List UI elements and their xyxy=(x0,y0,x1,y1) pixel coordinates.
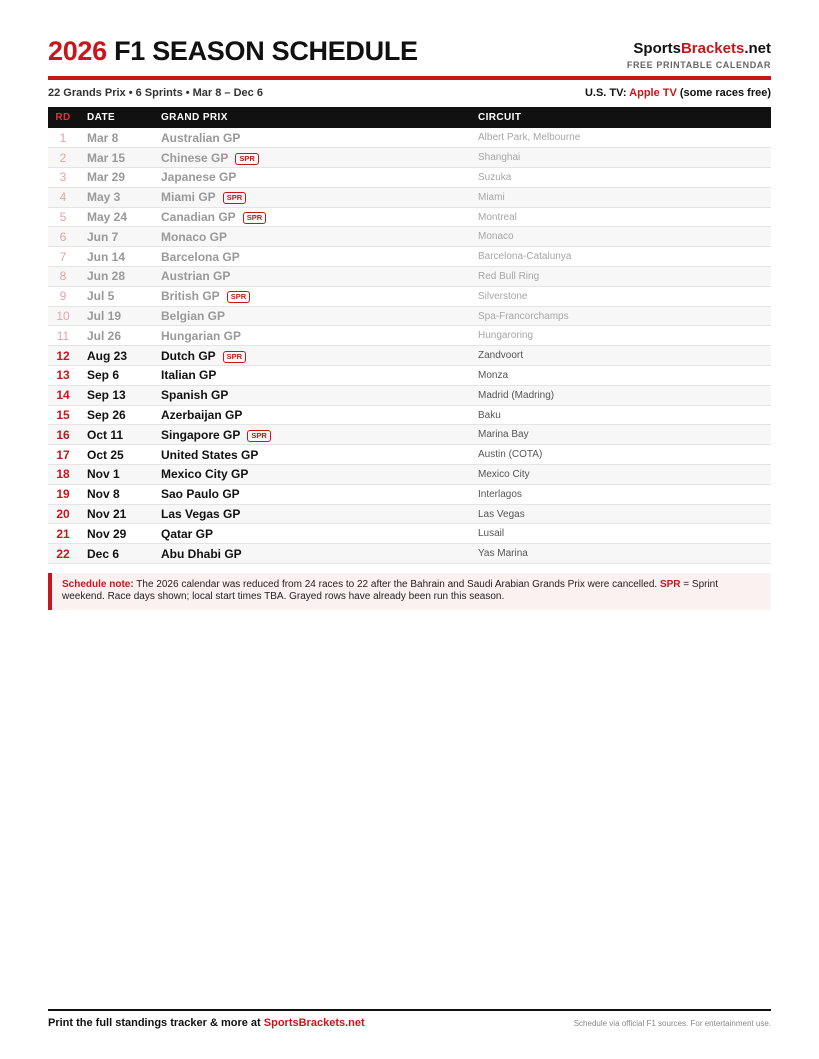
grand-prix-cell xyxy=(161,504,478,524)
column-header-circuit: CIRCUIT xyxy=(478,112,522,123)
race-date: Sep 6 xyxy=(87,368,120,383)
sprint-badge: SPR xyxy=(235,153,258,165)
page-header xyxy=(48,36,771,76)
column-header-date: DATE xyxy=(87,112,116,123)
round-number: 17 xyxy=(56,447,70,462)
table-row xyxy=(48,148,771,168)
round-number: 13 xyxy=(56,368,70,383)
grand-prix-name: Japanese GP xyxy=(161,170,237,185)
grand-prix-cell xyxy=(161,524,478,544)
grand-prix-name: Abu Dhabi GP xyxy=(161,546,242,561)
grand-prix-name: Barcelona GP xyxy=(161,249,240,264)
grand-prix-cell xyxy=(161,385,478,405)
race-date: Jun 7 xyxy=(87,229,119,244)
grand-prix-name: Sao Paulo GP xyxy=(161,487,240,502)
round-number: 11 xyxy=(56,328,70,343)
table-row xyxy=(48,544,771,564)
column-header-grand-prix: GRAND PRIX xyxy=(161,112,228,123)
round-number: 15 xyxy=(56,408,70,423)
grand-prix-name: Monaco GP xyxy=(161,229,228,244)
table-row xyxy=(48,207,771,227)
grand-prix-cell xyxy=(161,544,478,564)
brand-subtitle: FREE PRINTABLE CALENDAR xyxy=(626,60,771,70)
season-summary-bar xyxy=(48,87,771,101)
brand-part-2: Brackets xyxy=(680,40,745,57)
grand-prix-cell xyxy=(161,465,478,485)
season-summary: 22 Grands Prix • 6 Sprints • Mar 8 – Dec 6 xyxy=(48,87,263,99)
grand-prix-cell xyxy=(161,148,478,168)
circuit-name: Montreal xyxy=(478,211,517,223)
tv-note: (some races free) xyxy=(679,87,771,99)
race-date: Mar 8 xyxy=(87,130,119,145)
grand-prix-cell xyxy=(161,187,478,207)
race-date: Sep 13 xyxy=(87,388,126,403)
grand-prix-name: Hungarian GP xyxy=(161,328,242,343)
grand-prix-name: Miami GP xyxy=(161,190,216,205)
race-date: Jun 28 xyxy=(87,269,126,284)
circuit-name: Baku xyxy=(478,409,501,421)
round-number: 14 xyxy=(56,388,70,403)
table-row xyxy=(48,227,771,247)
page-title xyxy=(48,36,418,67)
circuit-name: Interlagos xyxy=(478,488,522,500)
sprint-badge: SPR xyxy=(243,212,266,224)
grand-prix-name: Las Vegas GP xyxy=(161,507,241,522)
brand-logo xyxy=(627,40,771,57)
note-label: Schedule note: xyxy=(62,579,134,590)
circuit-name: Monaco xyxy=(478,231,514,243)
note-spr-label: SPR xyxy=(659,579,681,590)
circuit-name: Lusail xyxy=(478,528,505,540)
grand-prix-cell xyxy=(161,484,478,504)
grand-prix-cell xyxy=(161,286,478,306)
round-number: 20 xyxy=(56,507,70,522)
circuit-name: Las Vegas xyxy=(478,508,525,520)
brand-block xyxy=(627,40,771,70)
circuit-name: Red Bull Ring xyxy=(478,270,540,282)
round-number: 12 xyxy=(56,348,70,363)
schedule-table-header xyxy=(48,107,771,128)
race-date: Nov 1 xyxy=(87,467,120,482)
race-date: Nov 8 xyxy=(87,487,120,502)
tv-label: U.S. TV: xyxy=(584,87,627,99)
race-date: Mar 15 xyxy=(87,150,126,165)
grand-prix-name: Austrian GP xyxy=(161,269,231,284)
table-row xyxy=(48,425,771,445)
tv-info xyxy=(585,87,771,99)
race-date: Sep 26 xyxy=(87,408,126,423)
footer-promo xyxy=(48,1017,365,1029)
race-date: Jul 26 xyxy=(87,328,122,343)
race-date: Aug 23 xyxy=(87,348,128,363)
round-number: 16 xyxy=(56,427,70,442)
grand-prix-name: Canadian GP xyxy=(161,210,236,225)
grand-prix-name: British GP xyxy=(161,289,220,304)
race-date: Nov 21 xyxy=(87,507,127,522)
race-date: Jun 14 xyxy=(87,249,126,264)
sprint-badge: SPR xyxy=(223,351,246,363)
table-row xyxy=(48,484,771,504)
circuit-name: Zandvoort xyxy=(478,350,524,362)
circuit-name: Austin (COTA) xyxy=(478,449,543,461)
round-number: 3 xyxy=(59,170,67,185)
footer-link[interactable]: SportsBrackets.net xyxy=(263,1017,365,1029)
footer-promo-text: Print the full standings tracker & more at xyxy=(48,1017,261,1029)
note-text-2: = Sprint weekend. Race days shown; local start times TBA. Grayed rows have already been run this season. xyxy=(62,579,719,602)
grand-prix-cell xyxy=(161,366,478,386)
grand-prix-name: Spanish GP xyxy=(161,388,229,403)
grand-prix-name: United States GP xyxy=(161,447,259,462)
round-number: 5 xyxy=(59,210,67,225)
circuit-name: Miami xyxy=(478,191,505,203)
table-row xyxy=(48,524,771,544)
round-number: 7 xyxy=(59,249,67,264)
grand-prix-cell xyxy=(161,227,478,247)
grand-prix-cell xyxy=(161,346,478,366)
race-date: May 24 xyxy=(87,210,128,225)
schedule-table-body xyxy=(48,128,771,564)
schedule-table xyxy=(48,107,771,564)
circuit-name: Hungaroring xyxy=(478,330,534,342)
table-row xyxy=(48,247,771,267)
grand-prix-cell xyxy=(161,267,478,287)
header-divider xyxy=(48,76,771,80)
circuit-name: Shanghai xyxy=(478,152,521,164)
table-row xyxy=(48,168,771,188)
circuit-name: Albert Park, Melbourne xyxy=(478,132,581,144)
schedule-note xyxy=(48,573,771,610)
round-number: 19 xyxy=(56,487,70,502)
sprint-badge: SPR xyxy=(227,291,250,303)
grand-prix-cell xyxy=(161,425,478,445)
race-date: Dec 6 xyxy=(87,546,120,561)
table-row xyxy=(48,366,771,386)
race-date: Oct 25 xyxy=(87,447,124,462)
round-number: 21 xyxy=(56,526,70,541)
circuit-name: Marina Bay xyxy=(478,429,529,441)
race-date: Mar 29 xyxy=(87,170,126,185)
table-row xyxy=(48,267,771,287)
table-row xyxy=(48,286,771,306)
round-number: 10 xyxy=(56,309,70,324)
title-text: F1 SEASON SCHEDULE xyxy=(114,36,418,66)
grand-prix-name: Dutch GP xyxy=(161,348,216,363)
grand-prix-cell xyxy=(161,445,478,465)
race-date: May 3 xyxy=(87,190,121,205)
grand-prix-name: Qatar GP xyxy=(161,526,214,541)
round-number: 9 xyxy=(59,289,67,304)
grand-prix-cell xyxy=(161,128,478,148)
grand-prix-name: Chinese GP xyxy=(161,150,229,165)
grand-prix-cell xyxy=(161,168,478,188)
footer-disclaimer: Schedule via official F1 sources. For entertainment use. xyxy=(573,1019,771,1028)
round-number: 4 xyxy=(59,190,67,205)
round-number: 6 xyxy=(59,229,67,244)
race-date: Jul 19 xyxy=(87,309,122,324)
table-row xyxy=(48,405,771,425)
circuit-name: Madrid (Madring) xyxy=(478,389,555,401)
grand-prix-cell xyxy=(161,207,478,227)
grand-prix-name: Mexico City GP xyxy=(161,467,249,482)
note-text-1: The 2026 calendar was reduced from 24 races to 22 after the Bahrain and Saudi Arabian Grands Prix were cancelled. xyxy=(136,579,658,590)
grand-prix-name: Singapore GP xyxy=(161,427,241,442)
schedule-page xyxy=(48,0,771,1059)
table-row xyxy=(48,346,771,366)
circuit-name: Mexico City xyxy=(478,468,530,480)
grand-prix-name: Italian GP xyxy=(161,368,217,383)
table-row xyxy=(48,445,771,465)
brand-part-1: Sports xyxy=(633,40,681,57)
table-row xyxy=(48,385,771,405)
circuit-name: Barcelona-Catalunya xyxy=(478,251,572,263)
round-number: 18 xyxy=(56,467,70,482)
grand-prix-name: Azerbaijan GP xyxy=(161,408,243,423)
round-number: 8 xyxy=(59,269,67,284)
grand-prix-name: Belgian GP xyxy=(161,309,226,324)
table-row xyxy=(48,187,771,207)
round-number: 2 xyxy=(59,150,67,165)
table-row xyxy=(48,504,771,524)
sprint-badge: SPR xyxy=(223,192,246,204)
grand-prix-name: Australian GP xyxy=(161,130,241,145)
brand-part-3: .net xyxy=(744,40,771,57)
tv-network: Apple TV xyxy=(629,87,677,99)
table-row xyxy=(48,326,771,346)
column-header-round: RD xyxy=(55,112,71,123)
footer-divider xyxy=(48,1009,771,1011)
grand-prix-cell xyxy=(161,247,478,267)
circuit-name: Monza xyxy=(478,369,509,381)
race-date: Jul 5 xyxy=(87,289,115,304)
grand-prix-cell xyxy=(161,326,478,346)
round-number: 22 xyxy=(56,546,70,561)
table-row xyxy=(48,128,771,148)
circuit-name: Yas Marina xyxy=(478,548,528,560)
table-row xyxy=(48,306,771,326)
race-date: Oct 11 xyxy=(87,427,124,442)
table-row xyxy=(48,465,771,485)
grand-prix-cell xyxy=(161,405,478,425)
sprint-badge: SPR xyxy=(247,430,270,442)
grand-prix-cell xyxy=(161,306,478,326)
circuit-name: Suzuka xyxy=(478,171,512,183)
circuit-name: Spa-Francorchamps xyxy=(478,310,569,322)
race-date: Nov 29 xyxy=(87,526,127,541)
title-year: 2026 xyxy=(48,36,107,66)
circuit-name: Silverstone xyxy=(478,290,528,302)
round-number: 1 xyxy=(59,130,67,145)
